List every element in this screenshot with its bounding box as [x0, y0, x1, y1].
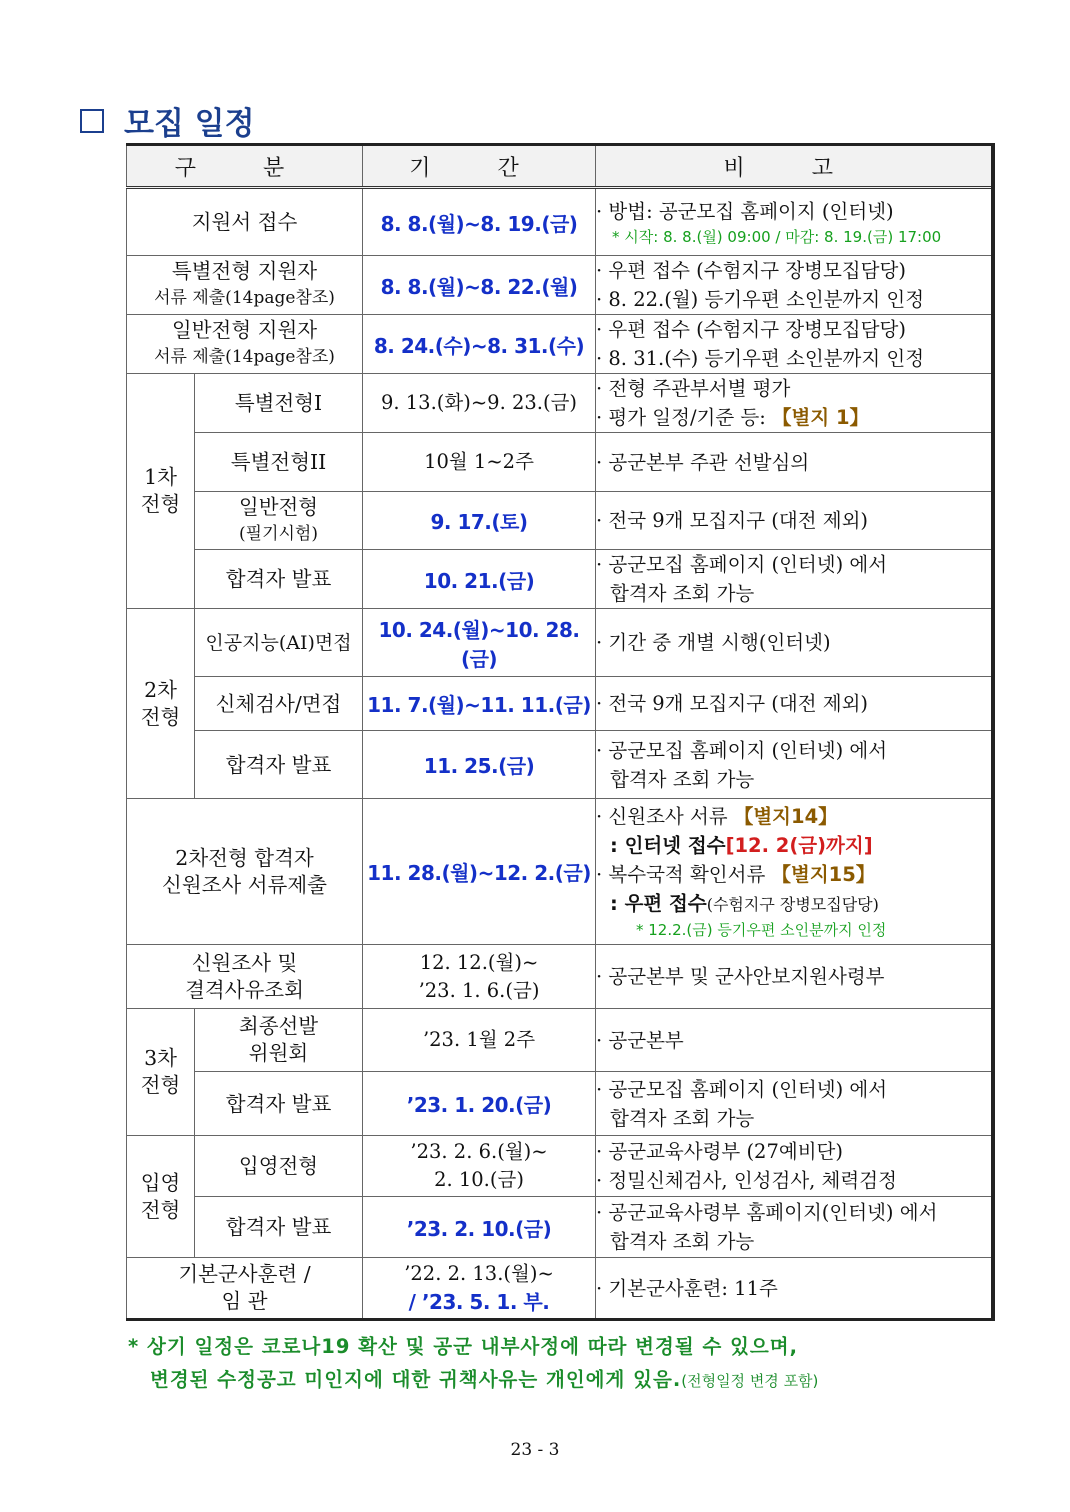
note-line [596, 831, 991, 860]
label-line: 신원조사 서류제출 [162, 872, 327, 897]
row-note [596, 188, 993, 256]
group-label-first [127, 374, 195, 609]
deadline-text: [12. 2(금)까지] [725, 834, 873, 857]
row-note [596, 1136, 993, 1197]
row-label [127, 315, 363, 374]
footnote-line: * 상기 일정은 코로나19 확산 및 공군 내부사정에 따라 변경될 수 있으며, [128, 1335, 799, 1358]
note-line: · 우편 접수 (수험지구 장병모집담당) [596, 259, 906, 282]
row-label: 특별전형II [195, 433, 363, 492]
note-line: · 8. 22.(월) 등기우편 소인분까지 인정 [596, 288, 925, 311]
label-line: 신원조사 및 [191, 950, 298, 975]
period-line: ’22. 2. 13.(월)~ [404, 1262, 554, 1285]
table-row [127, 799, 993, 945]
row-note [596, 1197, 993, 1258]
table-row [127, 1009, 993, 1072]
row-period: 8. 24.(수)~8. 31.(수) [363, 315, 596, 374]
row-label: 지원서 접수 [127, 188, 363, 256]
attachment-ref: 【별지 1】 [772, 406, 870, 429]
note-line: · 정밀신체검사, 인성검사, 체력검정 [596, 1169, 897, 1192]
row-label: 합격자 발표 [195, 1197, 363, 1258]
table-row [127, 677, 993, 731]
attachment-ref: 【별지15】 [771, 863, 876, 886]
table-row [127, 374, 993, 433]
group-label-entry [127, 1136, 195, 1258]
note-subline: * 시작: 8. 8.(월) 09:00 / 마감: 8. 19.(금) 17:00 [612, 227, 942, 246]
row-label: 신체검사/면접 [195, 677, 363, 731]
row-label: 합격자 발표 [195, 731, 363, 799]
row-label [195, 1009, 363, 1072]
label-line: 결격사유조회 [185, 977, 304, 1002]
footnote-line [128, 1363, 1008, 1398]
page-number: 23 - 3 [510, 1440, 560, 1460]
row-note [596, 256, 993, 315]
checkbox-square-icon [80, 109, 104, 133]
note-text: · 평가 일정/기준 등: [596, 406, 772, 429]
attachment-ref: 【별지14】 [733, 805, 838, 828]
note-text: · 신원조사 서류 [596, 805, 734, 828]
row-period [363, 1136, 596, 1197]
row-label [127, 945, 363, 1009]
row-period [363, 945, 596, 1009]
table-row [127, 1072, 993, 1136]
group-line: 전형 [140, 704, 181, 729]
title-text: 모집 일정 [124, 106, 255, 142]
table-row [127, 256, 993, 315]
note-text: (수험지구 장병모집담당) [706, 895, 879, 914]
footnote-small: (전형일정 변경 포함) [681, 1372, 819, 1390]
label-line: 서류 제출(14page참조) [154, 347, 335, 367]
group-line: 전형 [140, 492, 181, 516]
row-label [127, 1258, 363, 1320]
schedule-table [126, 143, 995, 1321]
row-period: 11. 7.(월)~11. 11.(금) [363, 677, 596, 731]
note-text: · 복수국적 확인서류 [596, 863, 772, 886]
label-line: 일반전형 [238, 494, 319, 519]
group-label-second [127, 609, 195, 799]
header-period: 기 간 [363, 145, 596, 188]
label-line: 특별전형 지원자 [171, 259, 318, 283]
table-row [127, 1258, 993, 1320]
note-line: · 전형 주관부서별 평가 [596, 377, 791, 400]
table-row [127, 945, 993, 1009]
table-row [127, 433, 993, 492]
header-note: 비 고 [596, 145, 993, 188]
row-period: 11. 28.(월)~12. 2.(금) [363, 799, 596, 945]
row-period [363, 1258, 596, 1320]
row-label [195, 492, 363, 550]
row-note: · 공군본부 [596, 1009, 993, 1072]
note-line [596, 889, 991, 919]
row-note: · 공군본부 및 군사안보지원사령부 [596, 945, 993, 1009]
table-row [127, 1197, 993, 1258]
row-note [596, 799, 993, 945]
table-row [127, 492, 993, 550]
note-line: · 방법: 공군모집 홈페이지 (인터넷) [596, 199, 894, 223]
table-row [127, 1136, 993, 1197]
note-subline: * 12.2.(금) 등기우편 소인분까지 인정 [636, 921, 887, 939]
row-label: 입영전형 [195, 1136, 363, 1197]
period-line: 12. 12.(월)~ [419, 950, 539, 974]
note-line: · 공군교육사령부 홈페이지(인터넷) 에서 [596, 1201, 938, 1224]
row-period: 10월 1~2주 [363, 433, 596, 492]
footnote-text: 변경된 수정공고 미인지에 대한 귀책사유는 개인에게 있음. [150, 1368, 682, 1391]
row-note [596, 315, 993, 374]
table-row [127, 188, 993, 256]
note-line [596, 860, 991, 889]
group-line: 1차 [144, 465, 177, 489]
row-note [596, 374, 993, 433]
label-line: 최종선발 [238, 1014, 319, 1038]
row-period: 10. 24.(월)~10. 28.(금) [363, 609, 596, 677]
note-line [596, 403, 991, 432]
note-line: · 공군모집 홈페이지 (인터넷) 에서 [596, 1077, 888, 1101]
group-line: 전형 [140, 1197, 181, 1222]
row-period: ’23. 2. 10.(금) [363, 1197, 596, 1258]
row-note: · 공군본부 주관 선발심의 [596, 433, 993, 492]
row-note: · 기본군사훈련: 11주 [596, 1258, 993, 1320]
footnote [128, 1330, 1008, 1398]
row-period: ’23. 1월 2주 [363, 1009, 596, 1072]
row-period: ’23. 1. 20.(금) [363, 1072, 596, 1136]
row-note [596, 731, 993, 799]
table-row [127, 731, 993, 799]
row-note [596, 550, 993, 609]
table-row [127, 315, 993, 374]
row-period: 9. 13.(화)~9. 23.(금) [363, 374, 596, 433]
row-period: 8. 8.(월)~8. 19.(금) [363, 188, 596, 256]
group-line: 입영 [140, 1170, 181, 1195]
note-line: 합격자 조회 가능 [610, 1106, 755, 1130]
table-row [127, 550, 993, 609]
note-line: · 8. 31.(수) 등기우편 소인분까지 인정 [596, 347, 925, 370]
label-line: 기본군사훈련 / [178, 1262, 311, 1286]
group-line: 2차 [144, 677, 177, 702]
row-period: 11. 25.(금) [363, 731, 596, 799]
label-line: (필기시험) [239, 523, 318, 544]
note-line [596, 802, 991, 831]
row-note: · 기간 중 개별 시행(인터넷) [596, 609, 993, 677]
label-line: 임 관 [221, 1289, 268, 1313]
label-line: 서류 제출(14page참조) [154, 288, 335, 308]
note-line: 합격자 조회 가능 [610, 1230, 755, 1253]
row-label: 합격자 발표 [195, 1072, 363, 1136]
row-period: 9. 17.(토) [363, 492, 596, 550]
row-label: 합격자 발표 [195, 550, 363, 609]
page-title [80, 98, 255, 143]
group-line: 3차 [144, 1046, 177, 1070]
note-line: 합격자 조회 가능 [610, 767, 755, 791]
group-line: 전형 [140, 1073, 181, 1097]
period-line: ’23. 1. 6.(금) [418, 978, 540, 1002]
period-line: / ’23. 5. 1. 부. [408, 1290, 550, 1314]
row-note: · 전국 9개 모집지구 (대전 제외) [596, 492, 993, 550]
note-line: · 공군모집 홈페이지 (인터넷) 에서 [596, 553, 888, 576]
row-period: 10. 21.(금) [363, 550, 596, 609]
label-line: 일반전형 지원자 [171, 318, 318, 342]
note-line: 합격자 조회 가능 [610, 582, 755, 605]
row-label: 인공지능(AI)면접 [195, 609, 363, 677]
period-line: 2. 10.(금) [434, 1168, 524, 1191]
note-line: · 공군교육사령부 (27예비단) [596, 1140, 843, 1163]
period-line: ’23. 2. 6.(월)~ [410, 1140, 548, 1163]
header-category: 구 분 [127, 145, 363, 188]
row-note: · 전국 9개 모집지구 (대전 제외) [596, 677, 993, 731]
label-line: 2차전형 합격자 [175, 845, 314, 870]
group-label-third [127, 1009, 195, 1136]
note-line: · 공군모집 홈페이지 (인터넷) 에서 [596, 738, 888, 762]
note-line: · 우편 접수 (수험지구 장병모집담당) [596, 318, 906, 341]
row-label [127, 799, 363, 945]
row-note [596, 1072, 993, 1136]
row-period: 8. 8.(월)~8. 22.(월) [363, 256, 596, 315]
note-text: : 우편 접수 [610, 892, 707, 915]
row-label [127, 256, 363, 315]
label-line: 위원회 [248, 1041, 309, 1065]
row-label: 특별전형I [195, 374, 363, 433]
table-header-row [127, 145, 993, 188]
note-text: : 인터넷 접수 [610, 834, 726, 857]
table-row [127, 609, 993, 677]
